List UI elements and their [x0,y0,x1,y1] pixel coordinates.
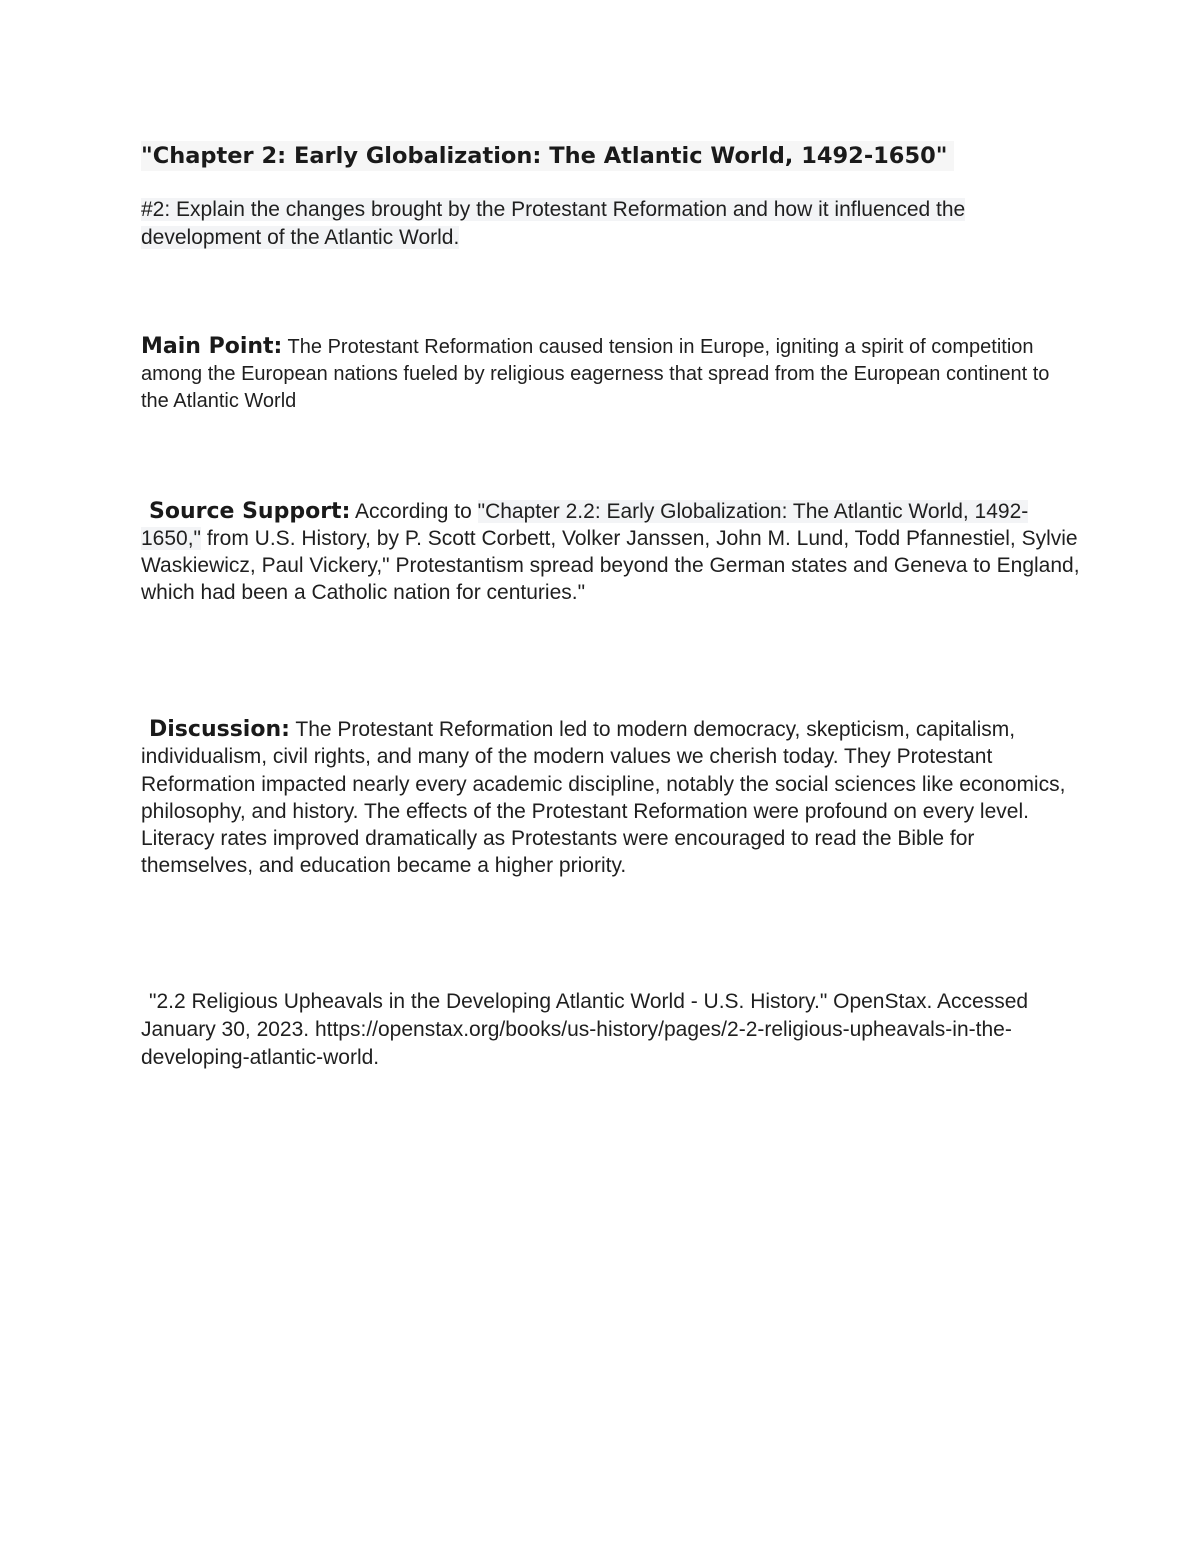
source-support-paragraph [141,498,1081,606]
assignment-question [141,196,1081,252]
document-title: "Chapter 2: Early Globalization: The Atlantic World, 1492-1650" [141,141,954,171]
discussion-label: Discussion: [149,717,290,742]
main-point-text: The Protestant Reformation caused tension in Europe, igniting a spirit of competition among the European nations fueled by religious eagerness that spread from the European continent to the Atlantic World [141,336,1050,412]
question-text: #2: Explain the changes brought by the Protestant Reformation and how it influenced the development of the Atlantic World. [141,198,966,249]
discussion-text: The Protestant Reformation led to modern democracy, skepticism, capitalism, individualism, civil rights, and many of the modern values we cherish today. They Protestant Reformation impacted nearly every academic discipline, notably the social sciences like economics, philosophy, and history. The effects of the Protestant Reformation were profound on every level. Literacy rates improved dramatically as Protestants were encouraged to read the Bible for themselves, and education became a higher priority. [141,718,1066,878]
main-point-label: Main Point: [141,334,283,359]
source-title-highlight: "Chapter 2.2: Early Globalization: The Atlantic World, 1492-1650," [141,500,1029,550]
discussion-paragraph [141,716,1081,880]
main-point-paragraph [141,333,1081,415]
citation-text: "2.2 Religious Upheavals in the Developing Atlantic World - U.S. History." OpenStax. Accessed January 30, 2023. https://openstax.org/books/us-history/pages/2-2-religious-upheavals-in-the-developing-atlantic-world. [141,990,1029,1069]
source-support-text: from U.S. History, by P. Scott Corbett, Volker Janssen, John M. Lund, Todd Pfannestiel, Sylvie Waskiewicz, Paul Vickery," Protestantism spread beyond the German states and Geneva to England, which had been a Catholic nation for centuries." [141,527,1080,604]
source-support-intro: According to [350,500,478,523]
source-support-label: Source Support: [149,499,351,524]
citation-paragraph [141,988,1081,1072]
